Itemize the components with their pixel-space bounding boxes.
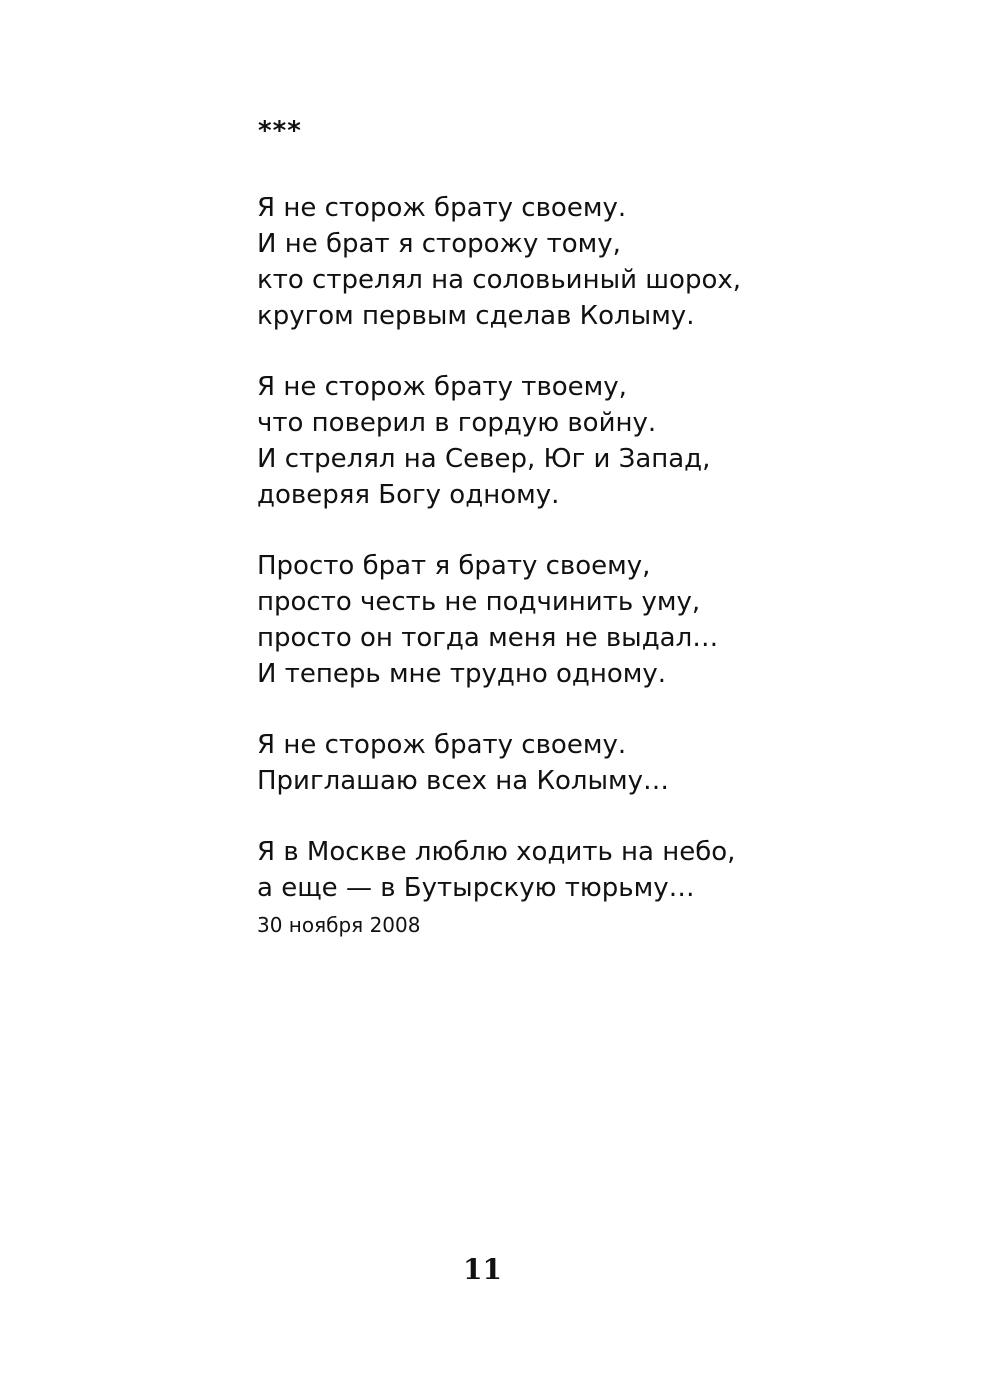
poem-line: что поверил в гордую войну. bbox=[257, 408, 657, 438]
poem-line: Я не сторож брату своему. bbox=[257, 730, 627, 760]
poem-line: И стрелял на Север, Юг и Запад, bbox=[257, 444, 711, 474]
poem-date: 30 ноября 2008 bbox=[257, 913, 421, 937]
poem-line: кто стрелял на соловьиный шорох, bbox=[257, 265, 742, 295]
poem-line: просто он тогда меня не выдал… bbox=[257, 623, 719, 653]
section-separator: *** bbox=[258, 116, 302, 146]
poem-line: Я не сторож брату твоему, bbox=[257, 372, 627, 402]
poem-line: Просто брат я брату своему, bbox=[257, 551, 651, 581]
poem-line: а еще — в Бутырскую тюрьму… bbox=[257, 873, 695, 903]
stanza-1 bbox=[257, 190, 957, 334]
poem-line: кругом первым сделав Колыму. bbox=[257, 301, 695, 331]
poem-line: Я не сторож брату своему. bbox=[257, 193, 627, 223]
page-number: 11 bbox=[463, 1253, 502, 1286]
poem-line: просто честь не подчинить уму, bbox=[257, 587, 701, 617]
poem bbox=[257, 190, 957, 938]
poem-line: И не брат я сторожу тому, bbox=[257, 229, 621, 259]
stanza-4 bbox=[257, 727, 957, 799]
stanza-2 bbox=[257, 369, 957, 513]
poem-line: доверяя Богу одному. bbox=[257, 480, 560, 510]
poem-line: Приглашаю всех на Колыму… bbox=[257, 766, 670, 796]
poem-line: И теперь мне трудно одному. bbox=[257, 659, 667, 689]
poem-line: Я в Москве люблю ходить на небо, bbox=[257, 837, 736, 867]
stanza-3 bbox=[257, 548, 957, 692]
stanza-5 bbox=[257, 834, 957, 938]
